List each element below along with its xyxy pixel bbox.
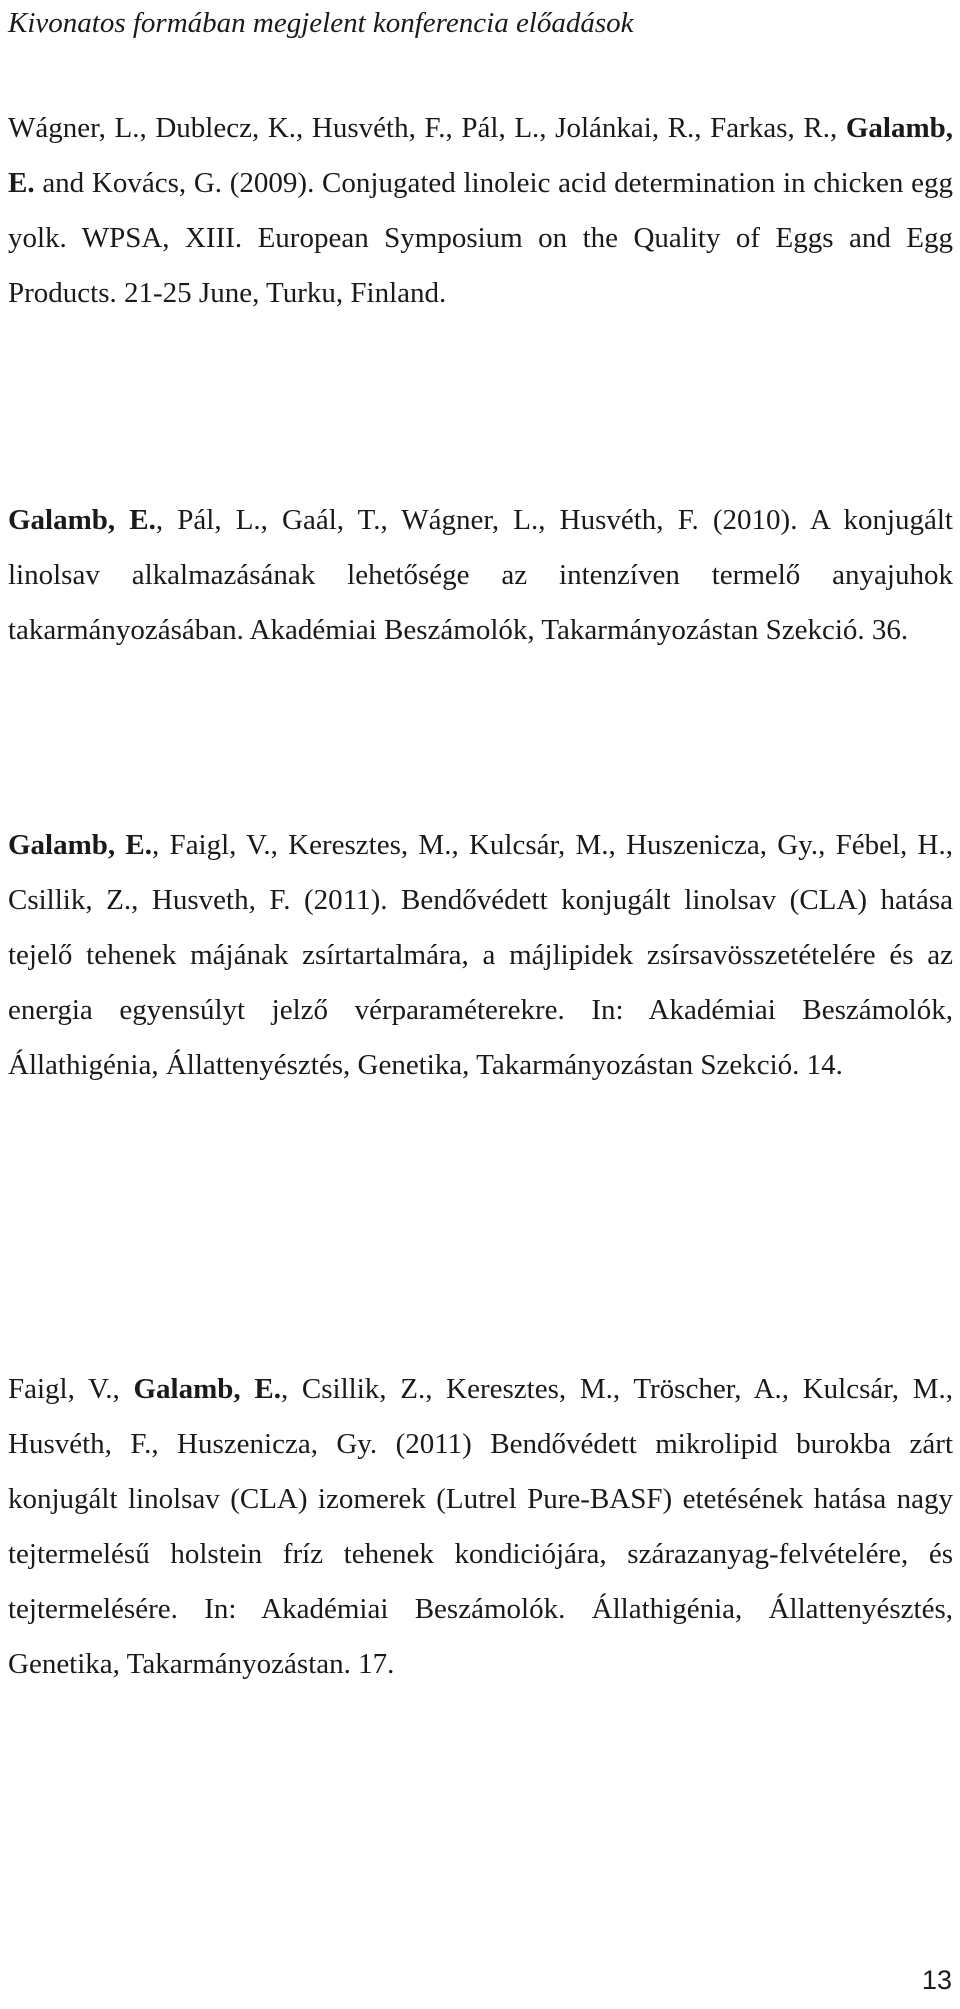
reference-authors-prefix: Wágner, L., Dublecz, K., Husvéth, F., Pál, L., Jolánkai, R., Farkas, R.,: [8, 112, 846, 144]
reference-entry-2: [8, 493, 953, 658]
reference-body: , Csillik, Z., Keresztes, M., Tröscher, A., Kulcsár, M., Husvéth, F., Huszenicza, Gy. (2011) Bendővédett mikrolipid burokba zárt konjugált linolsav (CLA) izomerek (Lutrel Pure-BASF) etetésének hatása nagy tejtermelésű holstein fríz tehenek kondiciójára, szárazanyag-felvételére, és tejtermelésére. In: Akadémiai Beszámolók. Állathigénia, Állattenyésztés, Genetika, Takarmányozástan. 17.: [8, 1373, 954, 1680]
reference-authors-prefix: Faigl, V.,: [8, 1373, 134, 1405]
reference-highlighted-author: Galamb, E.: [8, 504, 156, 536]
page-header: Kivonatos formában megjelent konferencia előadások: [8, 7, 634, 39]
reference-body: and Kovács, G. (2009). Conjugated linoleic acid determination in chicken egg yolk. WPSA, XIII. European Symposium on the Quality of Eggs and Egg Products. 21-25 June, Turku, Finland.: [8, 167, 953, 309]
page-number: 13: [921, 1965, 952, 1995]
reference-highlighted-author: Galamb, E.: [8, 112, 953, 199]
reference-body: , Faigl, V., Keresztes, M., Kulcsár, M., Huszenicza, Gy., Fébel, H., Csillik, Z., Husveth, F. (2011). Bendővédett konjugált linolsav (CLA) hatása tejelő tehenek májának zsírtartalmára, a májlipidek zsírsavösszetételére és az energia egyensúlyt jelző vérparaméterekre. In: Akadémiai Beszámolók, Állathigénia, Állattenyésztés, Genetika, Takarmányozástan Szekció. 14.: [8, 829, 953, 1081]
reference-highlighted-author: Galamb, E.: [133, 1373, 281, 1405]
reference-entry-3: [8, 818, 953, 1093]
reference-entry-4: [8, 1362, 953, 1692]
reference-highlighted-author: Galamb, E.: [8, 829, 153, 861]
reference-entry-1: [8, 101, 953, 321]
reference-body: , Pál, L., Gaál, T., Wágner, L., Husvéth, F. (2010). A konjugált linolsav alkalmazásának lehetősége az intenzíven termelő anyajuhok takarmányozásában. Akadémiai Beszámolók, Takarmányozástan Szekció. 36.: [8, 504, 953, 646]
